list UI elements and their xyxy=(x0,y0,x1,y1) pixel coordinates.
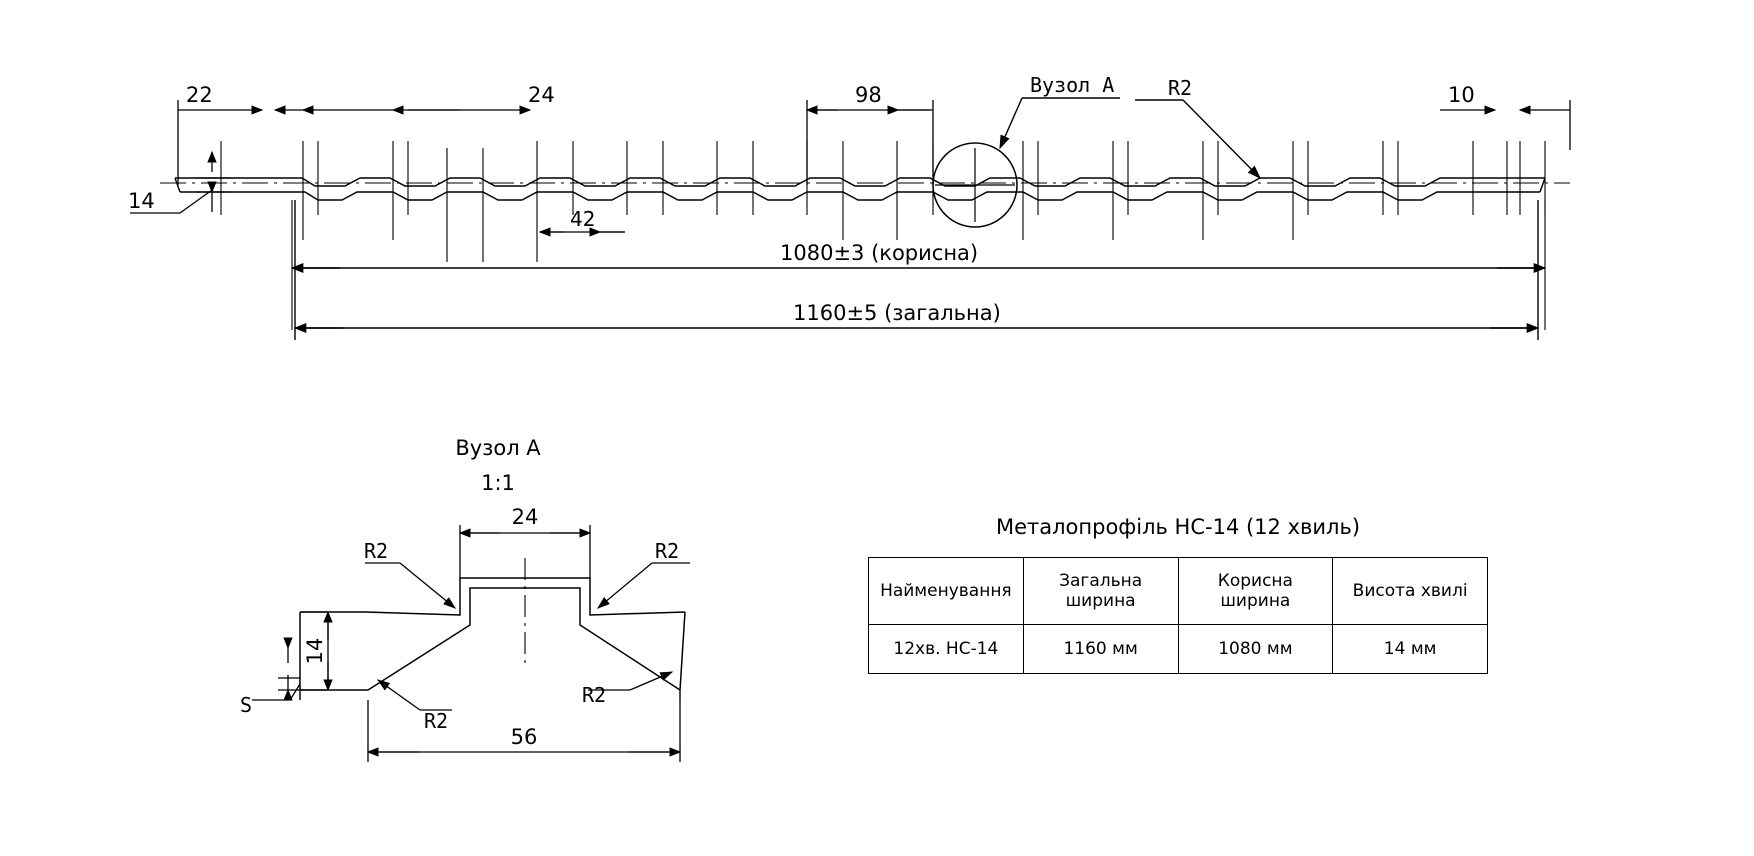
leader-r2-detail-bottom-left xyxy=(378,680,452,710)
spec-table-caption: Металопрофіль НС-14 (12 хвиль) xyxy=(995,515,1361,539)
cell-useful-width: 1080 мм xyxy=(1178,625,1333,674)
cell-total-width: 1160 мм xyxy=(1023,625,1178,674)
detail-label-r2-top-left: R2 xyxy=(364,539,389,563)
dim-label-1160: 1160±5 (загальна) xyxy=(793,301,1001,325)
dim-label-42: 42 xyxy=(570,207,596,231)
detail-circle-crosshair xyxy=(935,148,1015,222)
col-header-useful-width: Корисна ширина xyxy=(1178,558,1333,625)
detail-label-thickness-s: S xyxy=(240,693,253,717)
dim-line-10 xyxy=(1440,100,1570,150)
dim-line-98 xyxy=(807,100,933,185)
detail-label-r2-bottom-left: R2 xyxy=(424,709,449,733)
detail-flange-edges xyxy=(300,690,680,700)
cell-wave-height: 14 мм xyxy=(1333,625,1488,674)
leader-r2-detail-top-right xyxy=(598,563,690,608)
dim-label-24: 24 xyxy=(528,83,555,107)
table-row xyxy=(869,625,1488,674)
detail-label-r2-top-right: R2 xyxy=(655,539,680,563)
detail-label-r2-bottom-right: R2 xyxy=(582,683,607,707)
spec-table xyxy=(868,557,1488,674)
leader-r2-detail-top-left xyxy=(365,563,455,608)
detail-dim-label-56: 56 xyxy=(510,725,538,749)
cell-name: 12хв. НС-14 xyxy=(869,625,1024,674)
leader-r2-top xyxy=(1135,100,1260,178)
dim-label-10: 10 xyxy=(1448,83,1475,107)
detail-profile-outline xyxy=(300,578,685,690)
callout-label-r2-top: R2 xyxy=(1168,76,1193,100)
detail-dim-label-14: 14 xyxy=(303,637,327,665)
dim-label-14-top: 14 xyxy=(128,189,155,213)
col-header-wave-height: Висота хвилі xyxy=(1333,558,1488,625)
detail-dim-label-24: 24 xyxy=(511,505,539,529)
detail-view-title: Вузол А xyxy=(455,436,541,460)
profile-top-view xyxy=(175,178,1545,200)
dim-label-98: 98 xyxy=(855,83,882,107)
spec-table-block xyxy=(868,515,1488,674)
spec-table-header-row xyxy=(869,558,1488,625)
callout-label-node-a: Вузол А xyxy=(1030,73,1115,97)
col-header-name: Найменування xyxy=(869,558,1024,625)
leader-thickness-s xyxy=(252,648,300,700)
dim-label-22: 22 xyxy=(186,83,213,107)
col-header-total-width: Загальна ширина xyxy=(1023,558,1178,625)
detail-view-scale: 1:1 xyxy=(481,471,515,495)
dim-label-1080: 1080±3 (корисна) xyxy=(780,241,979,265)
dim-line-22 xyxy=(178,100,310,185)
